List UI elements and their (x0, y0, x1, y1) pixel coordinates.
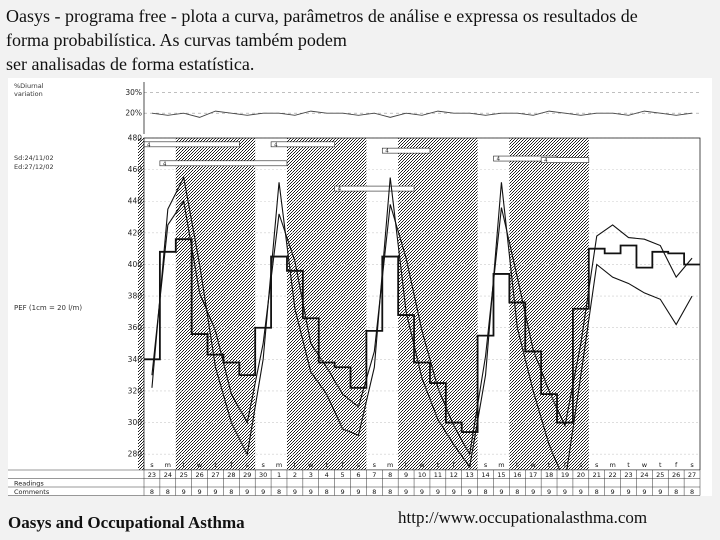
readings-count-label: 8 (149, 488, 155, 496)
weekday-label: m (387, 461, 394, 469)
y-tick-label: 280 (127, 449, 142, 459)
weekday-label: s (595, 461, 599, 469)
readings-count-label: 9 (562, 488, 568, 496)
readings-count-label: 9 (419, 488, 425, 496)
day-tick-label: 25 (179, 471, 188, 479)
readings-count-label: 8 (388, 488, 393, 496)
weekday-label: t (659, 461, 662, 469)
marker-label: 4 (162, 161, 167, 168)
day-tick-label: 23 (624, 471, 633, 479)
day-tick-label: 7 (372, 471, 377, 479)
readings-count-label: 8 (372, 488, 377, 496)
weekday-label: m (609, 461, 616, 469)
day-tick-label: 11 (433, 471, 443, 479)
y-tick-label: 440 (127, 196, 142, 206)
day-tick-label: 26 (195, 471, 204, 479)
weekday-label: s (372, 461, 377, 469)
readings-count-label: 8 (689, 488, 695, 496)
label-panel (8, 78, 144, 496)
weekday-label: s (467, 461, 472, 469)
readings-count-label: 8 (324, 488, 329, 496)
readings-count-label: 9 (578, 488, 583, 496)
readings-count-label: 9 (531, 488, 536, 496)
day-tick-label: 14 (481, 471, 490, 479)
weekday-label: t (516, 461, 519, 469)
y-tick-label: 320 (127, 386, 142, 396)
readings-count-label: 8 (515, 488, 520, 496)
day-tick-label: 3 (308, 471, 313, 479)
readings-count-label: 9 (610, 488, 615, 496)
weekday-label: t (293, 461, 297, 469)
weekday-label: f (230, 461, 233, 469)
marker-label: 4 (274, 142, 278, 149)
variation-label: %Diurnal (14, 82, 44, 90)
weekday-label: t (436, 461, 440, 469)
day-tick-label: 16 (513, 471, 522, 479)
day-tick-label: 1 (276, 471, 282, 479)
weekday-label: f (675, 461, 678, 469)
weekday-label: f (452, 461, 455, 469)
readings-count-label: 8 (483, 488, 488, 496)
readings-count-label: 9 (197, 488, 202, 496)
marker-label: 4 (496, 156, 500, 163)
pef-chart (8, 78, 712, 496)
readings-count-label: 9 (340, 488, 345, 496)
marker-bar (144, 142, 239, 147)
marker-label: 4 (544, 158, 548, 165)
weekday-label: w (530, 461, 536, 469)
day-tick-label: 19 (560, 471, 570, 479)
weekday-label: s (245, 461, 249, 469)
weekday-label: w (419, 461, 425, 469)
y-tick-label: 380 (127, 291, 142, 301)
readings-count-label: 9 (547, 488, 552, 496)
readings-count-label: 9 (308, 488, 313, 496)
readings-count-label: 8 (276, 488, 282, 496)
readings-count-label: 9 (467, 488, 472, 496)
caption-line-1: Oasys - programa free - plota a curva, parâmetros de análise e expressa os resultados de (6, 6, 638, 26)
y-tick-label: 300 (127, 418, 142, 428)
weekday-label: s (690, 461, 694, 469)
day-tick-label: 26 (672, 471, 681, 479)
day-tick-label: 24 (640, 471, 649, 479)
weekday-label: t (182, 461, 185, 469)
readings-count-label: 8 (594, 488, 599, 496)
day-tick-label: 18 (544, 471, 554, 479)
weekday-label: t (214, 461, 217, 469)
weekday-label: t (325, 461, 328, 469)
marker-bar (335, 186, 414, 191)
pef-chart-panel (8, 78, 712, 496)
day-tick-label: 8 (388, 471, 393, 479)
weekday-label: t (547, 461, 551, 469)
weekday-label: w (308, 461, 314, 469)
work-period-band (176, 138, 255, 470)
slide-caption (6, 4, 716, 76)
readings-count-label: 9 (499, 488, 504, 496)
marker-bar (160, 161, 287, 166)
weekday-label: m (164, 461, 172, 469)
readings-count-label: 9 (245, 488, 250, 496)
day-tick-label: 13 (465, 471, 474, 479)
weekday-label: f (563, 461, 567, 469)
marker-label: 4 (147, 142, 151, 149)
day-tick-label: 21 (592, 471, 601, 479)
y-tick-label: 480 (127, 133, 142, 143)
weekday-label: s (150, 461, 154, 469)
day-tick-label: 12 (449, 471, 458, 479)
day-tick-label: 5 (340, 471, 345, 479)
weekday-label: t (627, 461, 630, 469)
start-date-label: Sd:24/11/02 (14, 154, 54, 162)
day-tick-label: 25 (656, 471, 665, 479)
variation-tick-label: 20% (125, 108, 142, 118)
weekday-label: t (404, 461, 408, 469)
footer-url[interactable]: http://www.occupationalasthma.com (398, 508, 648, 527)
weekday-label: s (483, 461, 488, 469)
weekday-label: w (641, 461, 648, 469)
day-tick-label: 29 (243, 471, 252, 479)
day-tick-label: 4 (324, 471, 329, 479)
readings-count-label: 9 (658, 488, 663, 496)
y-tick-label: 460 (127, 165, 142, 175)
readings-count-label: 9 (292, 488, 297, 496)
marker-label: 4 (337, 186, 342, 193)
readings-row-label: Readings (14, 479, 44, 488)
day-tick-label: 6 (356, 471, 361, 479)
footer-title: Oasys and Occupational Asthma (8, 513, 245, 532)
day-tick-label: 27 (211, 471, 220, 479)
y-tick-label: 400 (127, 259, 142, 269)
y-axis-label: PEF (1cm = 20 l/m) (14, 304, 83, 312)
weekday-label: w (196, 461, 203, 469)
day-tick-label: 20 (576, 471, 585, 479)
day-tick-label: 23 (147, 471, 157, 479)
day-tick-label: 15 (497, 471, 506, 479)
work-period-band (509, 138, 588, 470)
day-tick-label: 22 (608, 471, 617, 479)
day-tick-label: 30 (259, 471, 268, 479)
marker-bar (541, 158, 589, 163)
y-tick-label: 340 (127, 354, 142, 364)
y-tick-label: 360 (127, 323, 142, 333)
day-tick-label: 24 (163, 471, 172, 479)
weekday-label: m (275, 461, 283, 469)
readings-count-label: 9 (213, 488, 218, 496)
marker-bar (271, 142, 335, 147)
weekday-label: f (341, 461, 344, 469)
day-tick-label: 27 (687, 471, 697, 479)
readings-count-label: 9 (642, 488, 647, 496)
readings-count-label: 9 (261, 488, 266, 496)
variation-line (152, 111, 692, 117)
end-date-label: Ed:27/12/02 (14, 163, 54, 171)
weekday-label: s (356, 461, 361, 469)
day-tick-label: 2 (292, 471, 297, 479)
marker-bar (382, 148, 430, 153)
readings-count-label: 9 (181, 488, 186, 496)
variation-tick-label: 30% (125, 87, 142, 97)
weekday-label: s (261, 461, 265, 469)
day-tick-label: 28 (227, 471, 236, 479)
readings-count-label: 9 (626, 488, 631, 496)
caption-line-3: ser analisadas de forma estatística. (6, 54, 255, 74)
readings-count-label: 9 (435, 488, 440, 496)
marker-label: 4 (385, 148, 389, 155)
day-tick-label: 17 (529, 471, 538, 479)
caption-line-2: forma probabilística. As curvas também podem (6, 30, 347, 50)
readings-count-label: 8 (165, 488, 170, 496)
variation-label: variation (14, 90, 43, 98)
weekday-label: s (579, 461, 583, 469)
y-tick-label: 420 (127, 228, 142, 238)
readings-count-label: 9 (451, 488, 456, 496)
readings-count-label: 9 (404, 488, 409, 496)
comments-row-label: Comments (14, 488, 50, 496)
day-tick-label: 9 (404, 471, 409, 479)
weekday-label: m (498, 461, 505, 469)
readings-count-label: 9 (356, 488, 361, 496)
readings-count-label: 8 (229, 488, 234, 496)
day-tick-label: 10 (417, 471, 427, 479)
readings-count-label: 8 (674, 488, 679, 496)
